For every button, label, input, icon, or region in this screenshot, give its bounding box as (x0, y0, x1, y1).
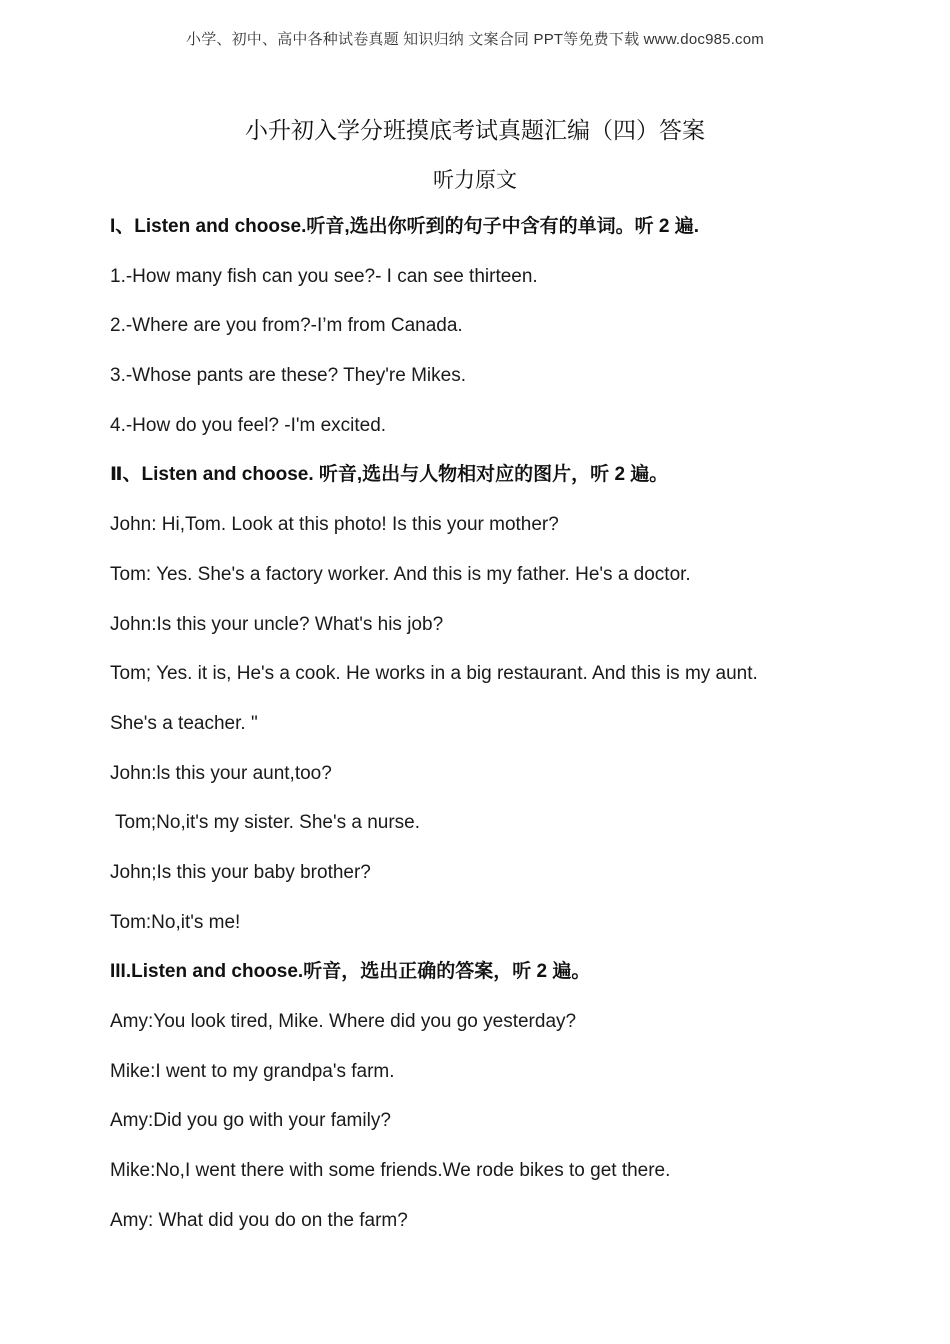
dialogue-line: Tom:No,it's me! (110, 911, 241, 933)
section-heading-3: III.Listen and choose.听音，选出正确的答案，听 2 遍。 (110, 961, 591, 983)
text-line: 1.-How many fish can you see?- I can see thirteen. (110, 265, 538, 287)
dialogue-line: John:ls this your aunt,too? (110, 762, 332, 784)
dialogue-line: Amy:You look tired, Mike. Where did you go yesterday? (110, 1011, 577, 1032)
dialogue-line: John;Is this your baby brother? (110, 861, 371, 883)
text-line: 4.-How do you feel? -I'm excited. (110, 414, 387, 436)
document-title: 小升初入学分班摸底考试真题汇编（四）答案 (245, 117, 705, 143)
dialogue-line: Tom: Yes. She's a factory worker. And this is my father. He's a doctor. (110, 563, 691, 585)
section-heading-2: Ⅱ、Listen and choose. 听音,选出与人物相对应的图片，听 2 遍。 (110, 464, 669, 486)
page-header-banner: 小学、初中、高中各种试卷真题 知识归纳 文案合同 PPT等免费下载 www.doc985.com (186, 31, 764, 48)
dialogue-line: John: Hi,Tom. Look at this photo! Is this your mother? (110, 514, 559, 536)
text-line: 3.-Whose pants are these? They're Mikes. (110, 365, 466, 387)
dialogue-line: Tom;No,it's my sister. She's a nurse. (115, 812, 421, 834)
section-heading-1: I、Listen and choose.听音,选出你听到的句子中含有的单词。听 2 遍. (110, 216, 700, 237)
dialogue-line: Amy:Did you go with your family? (110, 1110, 391, 1132)
text-line: 2.-Where are you from?-I’m from Canada. (110, 315, 463, 337)
document-subtitle: 听力原文 (433, 169, 517, 192)
dialogue-line: Tom; Yes. it is, He's a cook. He works in a big restaurant. And this is my aunt. (110, 663, 758, 685)
dialogue-line: She's a teacher. " (110, 712, 258, 734)
dialogue-line: Mike:I went to my grandpa's farm. (110, 1060, 395, 1082)
dialogue-line: Amy: What did you do on the farm? (110, 1209, 408, 1231)
dialogue-line: John:Is this your uncle? What's his job? (110, 613, 444, 635)
dialogue-line: Mike:No,I went there with some friends.We rode bikes to get there. (110, 1160, 671, 1182)
document-body (110, 210, 850, 1253)
